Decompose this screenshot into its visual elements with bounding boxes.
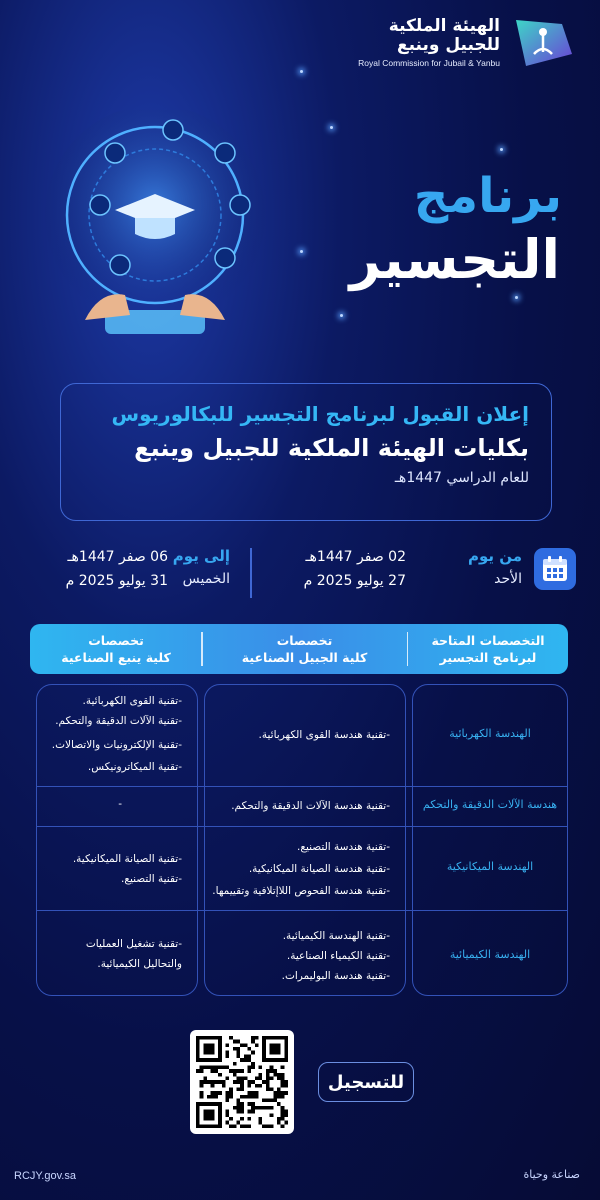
org-name-ar-line2: للجبيل وينبع xyxy=(397,34,500,55)
to-day-block xyxy=(173,547,230,587)
yanbu-spec: -تقنية الإلكترونيات والاتصالات. xyxy=(51,739,182,751)
star-sparkle xyxy=(340,314,343,317)
header-jubail xyxy=(203,624,407,674)
logo-mark-icon xyxy=(512,14,574,70)
header-majors-line2: لبرنامج التجسير xyxy=(439,650,537,665)
star-sparkle xyxy=(515,296,518,299)
hero-illustration xyxy=(30,110,280,360)
from-day-block xyxy=(468,547,522,587)
header-yanbu-line2: كلية ينبع الصناعية xyxy=(61,650,171,665)
from-weekday: الأحد xyxy=(494,571,522,587)
slogan: صناعة وحياة xyxy=(523,1168,580,1181)
header-jubail-line2: كلية الجبيل الصناعية xyxy=(241,650,368,665)
yanbu-spec: - xyxy=(118,798,122,810)
jubail-spec: -تقنية هندسة البوليمرات. xyxy=(281,970,390,982)
yanbu-spec: -تقنية التصنيع. xyxy=(121,873,182,885)
yanbu-spec: -تقنية الصيانة الميكانيكية. xyxy=(72,853,182,865)
announcement-line2: بكليات الهيئة الملكية للجبيل وينبع xyxy=(134,434,529,462)
program-title-line1: برنامج xyxy=(413,168,562,224)
org-logo xyxy=(358,14,574,70)
website-url[interactable]: RCJY.gov.sa xyxy=(14,1170,76,1182)
from-hijri-date: 02 صفر 1447هـ xyxy=(305,549,406,565)
qr-code xyxy=(196,1036,288,1128)
to-label: إلى يوم xyxy=(172,547,230,565)
registration-qr-code[interactable] xyxy=(190,1030,294,1134)
major-name: الهندسة الميكانيكية xyxy=(446,860,534,873)
row-divider xyxy=(36,910,568,911)
yanbu-spec: -تقنية تشغيل العمليات xyxy=(85,938,182,950)
jubail-spec: -تقنية الهندسة الكيميائية. xyxy=(282,930,390,942)
calendar-icon xyxy=(534,548,576,590)
announcement-line3: للعام الدراسي 1447هـ xyxy=(394,470,529,486)
jubail-spec: -تقنية هندسة الفحوص اللاإتلافية وتقييمها. xyxy=(212,885,390,897)
majors-table-header xyxy=(30,624,568,674)
jubail-spec: -تقنية هندسة التصنيع. xyxy=(297,841,390,853)
yanbu-spec: والتحاليل الكيميائية. xyxy=(97,958,182,970)
header-jubail-line1: تخصصات xyxy=(276,633,333,648)
to-weekday: الخميس xyxy=(182,571,230,587)
yanbu-spec: -تقنية الميكاترونيكس. xyxy=(87,761,182,773)
to-hijri-date: 06 صفر 1447هـ xyxy=(67,549,168,565)
to-date-block xyxy=(66,549,168,589)
program-title-line2: التجسير xyxy=(349,228,560,291)
yanbu-spec: -تقنية الآلات الدقيقة والتحكم. xyxy=(55,715,182,727)
from-date-block xyxy=(304,549,406,589)
star-sparkle xyxy=(300,250,303,253)
major-name: الهندسة الكيميائية xyxy=(449,948,531,961)
yanbu-spec: -تقنية القوى الكهربائية. xyxy=(82,695,182,707)
header-yanbu xyxy=(31,624,201,674)
jubail-spec: -تقنية هندسة الصيانة الميكانيكية. xyxy=(248,863,390,875)
announcement-box xyxy=(60,383,552,521)
org-name-ar-line1: الهيئة الملكية xyxy=(388,15,500,36)
from-gregorian-date: 27 يوليو 2025 م xyxy=(303,573,406,589)
major-name: هندسة الآلات الدقيقة والتحكم xyxy=(422,798,558,811)
row-divider xyxy=(36,786,568,787)
to-gregorian-date: 31 يوليو 2025 م xyxy=(65,573,168,589)
header-majors-line1: التخصصات المتاحة xyxy=(431,633,545,648)
star-sparkle xyxy=(330,126,333,129)
major-name: الهندسة الكهربائية xyxy=(449,727,531,740)
from-label: من يوم xyxy=(467,547,522,565)
row-divider xyxy=(36,826,568,827)
star-sparkle xyxy=(500,148,503,151)
jubail-spec: -تقنية هندسة القوى الكهربائية. xyxy=(258,729,390,741)
star-sparkle xyxy=(300,70,303,73)
jubail-spec: -تقنية هندسة الآلات الدقيقة والتحكم. xyxy=(231,800,390,812)
jubail-spec: -تقنية الكيمياء الصناعية. xyxy=(286,950,390,962)
header-yanbu-line1: تخصصات xyxy=(88,633,144,648)
org-name-en: Royal Commission for Jubail & Yanbu xyxy=(358,57,500,68)
date-separator xyxy=(250,548,252,598)
register-button[interactable]: للتسجيل xyxy=(318,1062,414,1102)
announcement-line1: إعلان القبول لبرنامج التجسير للبكالوريوس xyxy=(111,402,529,426)
header-majors xyxy=(408,624,568,674)
